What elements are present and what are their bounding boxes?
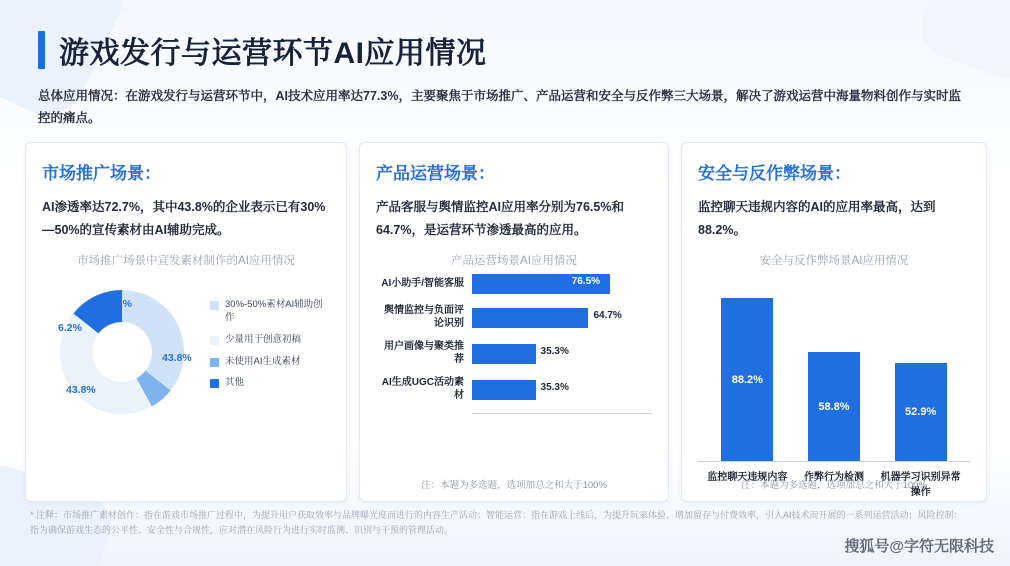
legend-label: 未使用AI生成素材	[225, 355, 301, 367]
bar-column	[719, 276, 775, 461]
bar-category-label: AI生成UGC活动素材	[381, 377, 464, 401]
legend-swatch-icon	[210, 336, 219, 345]
card-heading: 产品运营场景：	[376, 164, 495, 183]
bar-value: 58.8%	[818, 400, 850, 413]
watermark: 搜狐号@字符无限科技	[844, 538, 994, 555]
donut-svg	[44, 274, 206, 424]
card-container	[25, 142, 987, 502]
donut-graphic	[44, 274, 206, 424]
card-description: 监控聊天违规内容的AI的应用率最高，达到 88.2%。	[698, 200, 936, 238]
bar-category-label: 用户画像与聚类推荐	[384, 341, 464, 365]
donut-label-unused: 6.2%	[58, 322, 82, 335]
bar-row	[376, 274, 652, 294]
card-market-promotion	[25, 142, 347, 502]
card-description: 产品客服与舆情监控AI应用率分别为76.5%和64.7%，是运营环节渗透最高的应用。	[376, 200, 624, 238]
bar-category-label: 机器学习识别异常操作	[880, 472, 961, 499]
chart-title: 市场推广场景中宣发素材制作的AI应用情况	[77, 255, 295, 268]
card-description: AI渗透率达72.7%，其中43.8%的企业表示已有30%—50%的宣传素材由AI辅助完成。	[42, 200, 326, 238]
title-accent-bar	[38, 31, 45, 69]
donut-legend	[210, 299, 328, 399]
bar-value: 88.2%	[731, 373, 763, 386]
legend-label: 30%-50%素材AI辅助创作	[225, 299, 323, 324]
bar-value: 35.3%	[540, 381, 569, 393]
legend-swatch-icon	[210, 379, 219, 388]
legend-item-0	[210, 299, 328, 325]
bar-fill	[472, 344, 536, 364]
chart-axis-line	[472, 413, 652, 414]
decor-shape-top-right	[913, 0, 1010, 87]
legend-item-2	[210, 356, 328, 369]
card-security-anticheat	[681, 142, 987, 502]
legend-item-3	[210, 377, 328, 390]
bar-row	[376, 341, 652, 366]
legend-item-1	[210, 334, 328, 347]
card-heading: 市场推广场景：	[42, 164, 161, 183]
horizontal-bar-chart	[376, 274, 652, 414]
legend-swatch-icon	[210, 358, 219, 367]
chart-title: 安全与反作弊场景AI应用情况	[759, 255, 909, 268]
bar-track	[472, 274, 652, 294]
bar-value: 52.9%	[905, 406, 937, 419]
page-title	[38, 28, 487, 72]
bar-fill	[472, 380, 536, 400]
title-text: 游戏发行与运营环节AI应用情况	[59, 37, 487, 70]
bar-value: 64.7%	[593, 309, 622, 321]
chart-note: 注：本题为多选题，选项加总之和大于100%	[421, 480, 607, 491]
vertical-bar-chart	[698, 276, 970, 462]
bar-category-label: 监控聊天违规内容	[707, 472, 788, 484]
bar-track	[472, 380, 652, 400]
legend-label: 少量用于创意初稿	[225, 333, 302, 345]
bar-column	[806, 276, 862, 461]
donut-chart	[42, 274, 330, 424]
bar-track	[472, 344, 652, 364]
bar-fill	[472, 308, 588, 328]
bar-category-label: 作弊行为检测	[804, 472, 864, 484]
donut-label-draft: 43.8%	[66, 384, 96, 397]
bar-row	[376, 305, 652, 330]
card-heading: 安全与反作弊场景：	[698, 164, 851, 183]
bar-fill	[895, 363, 947, 461]
footnote: * 注释：市场推广素材创作：指在游戏市场推广过程中，为提升用户获取效率与品牌曝光度而进行的内容生产活动；智能运营：指在游戏上线后，为提升玩家体验、增加留存与付费效率，引入AI技术而开展的一系列运营活动；风险控制：指为确保游戏生态的公平性、安全性与合规性，应对潜在风险行为进行实时监测、识别与干预的管理活动。	[30, 510, 963, 536]
donut-label-assisted: 43.8%	[162, 352, 192, 365]
bar-category-label: AI小助手/智能客服	[381, 278, 464, 289]
chart-note: 注：本题为多选题，选项加总之和大于100%	[741, 480, 927, 491]
bar-fill	[721, 298, 773, 461]
legend-label: 其他	[225, 377, 245, 389]
summary-text: 总体应用情况：在游戏发行与运营环节中，AI技术应用率达77.3%，主要聚焦于市场推广、产品运营和安全与反作弊三大场景，解决了游戏运营中海量物料创作与实时监控的痛点。	[38, 89, 961, 125]
bar-column	[893, 276, 949, 461]
donut-label-other: 6.2%	[108, 298, 132, 311]
bar-row	[376, 377, 652, 402]
bar-fill	[808, 352, 860, 461]
bar-value: 76.5%	[571, 276, 601, 288]
chart-title: 产品运营场景AI应用情况	[451, 255, 577, 268]
bar-category-label: 舆情监控与负面评论识别	[384, 305, 464, 329]
legend-swatch-icon	[210, 301, 219, 310]
bar-track	[472, 308, 652, 328]
card-product-operation	[359, 142, 669, 502]
bar-value: 35.3%	[540, 345, 569, 357]
